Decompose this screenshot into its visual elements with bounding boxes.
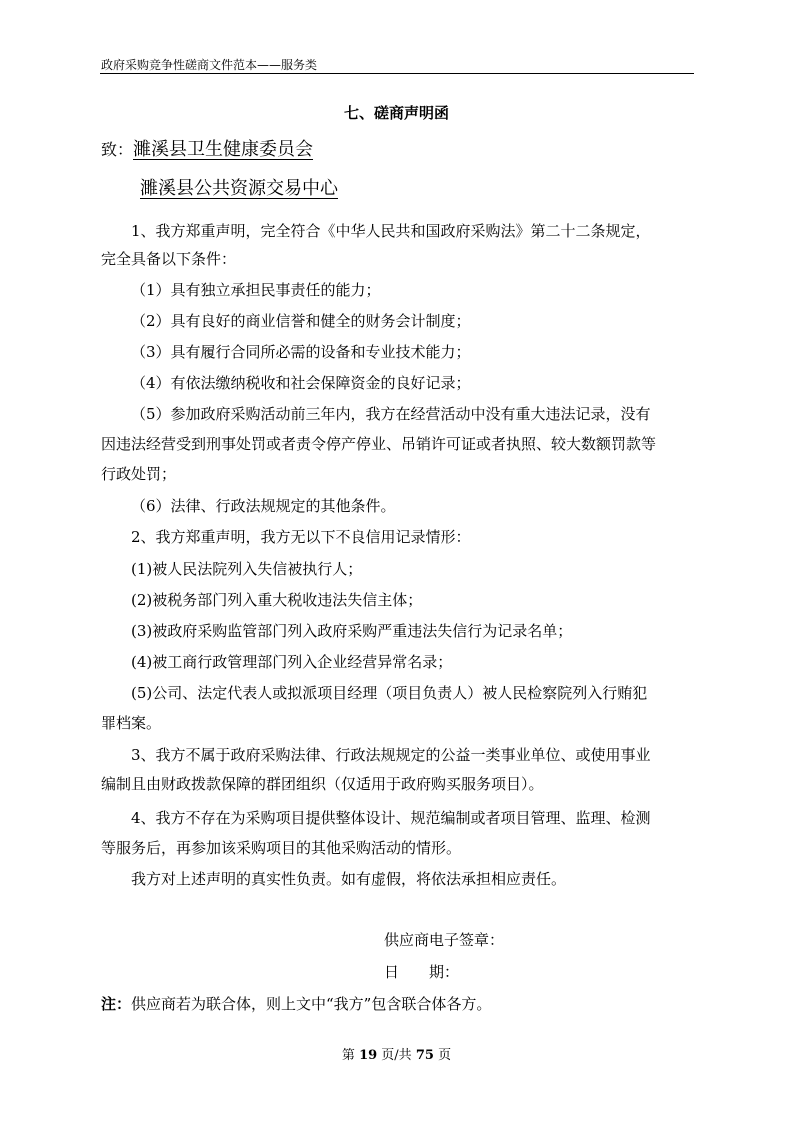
condition-4: （4）有依法缴纳税收和社会保障资金的良好记录； [131,374,471,392]
record-5-line-2: 罪档案。 [101,714,162,732]
para-1-line-2: 完全具备以下条件： [101,250,237,268]
note-label: 注： [101,995,132,1013]
condition-2: （2）具有良好的商业信誉和健全的财务会计制度； [131,312,471,330]
note [101,994,491,1014]
date-label: 日 期： [384,963,460,981]
condition-5-line-3: 行政处罚； [101,465,177,483]
para-3-line-1: 3、我方不属于政府采购法律、行政法规规定的公益一类事业单位、或使用事业 [131,746,651,764]
para-2: 2、我方郑重声明，我方无以下不良信用记录情形： [131,528,471,546]
record-5-line-1: (5)公司、法定代表人或拟派项目经理（项目负责人）被人民检察院列入行贿犯 [131,684,648,702]
page-prefix: 第 [341,1048,355,1063]
condition-5-line-1: （5）参加政府采购活动前三年内，我方在经营活动中没有重大违法记录，没有 [131,405,651,423]
record-2: (2)被税务部门列入重大税收违法失信主体； [131,591,423,609]
condition-1: （1）具有独立承担民事责任的能力； [131,281,381,299]
header-rule [100,73,694,74]
para-3-line-2: 编制且由财政拨款保障的群团组织（仅适用于政府购买服务项目）。 [101,775,544,793]
condition-3: （3）具有履行合同所必需的设备和专业技术能力； [131,343,471,361]
recipient-prefix: 致： [101,140,134,159]
condition-5-line-2: 因违法经营受到刑事处罚或者责令停产停业、吊销许可证或者执照、较大数额罚款等 [101,435,657,453]
page-mid: 页/共 [381,1048,412,1063]
running-header: 政府采购竞争性磋商文件范本——服务类 [101,58,318,72]
recipient-org-2: 濉溪县公共资源交易中心 [140,178,338,199]
para-4-line-1: 4、我方不存在为采购项目提供整体设计、规范编制或者项目管理、监理、检测 [131,809,651,827]
record-1: (1)被人民法院列入失信被执行人； [131,560,363,578]
para-4-line-2: 等服务后，再参加该采购项目的其他采购活动的情形。 [101,839,462,857]
signature-label: 供应商电子签章： [384,931,505,949]
recipient-line-1 [101,140,313,160]
recipient-org-1: 濉溪县卫生健康委员会 [133,139,314,160]
recipient-line-2 [140,179,338,199]
record-4: (4)被工商行政管理部门列入企业经营异常名录； [131,653,453,671]
record-3: (3)被政府采购监管部门列入政府采购严重违法失信行为记录名单； [131,622,573,640]
note-text: 供应商若为联合体，则上文中“我方”包含联合体各方。 [131,995,492,1013]
page-total: 75 [415,1048,434,1063]
page-current: 19 [359,1048,378,1063]
para-1-line-1: 1、我方郑重声明，完全符合《中华人民共和国政府采购法》第二十二条规定， [131,222,651,240]
page-suffix: 页 [438,1048,452,1063]
condition-6: （6）法律、行政法规规定的其他条件。 [131,497,396,515]
para-5: 我方对上述声明的真实性负责。如有虚假，将依法承担相应责任。 [131,870,567,888]
page-title: 七、磋商声明函 [343,104,449,122]
page-footer [0,1044,793,1063]
